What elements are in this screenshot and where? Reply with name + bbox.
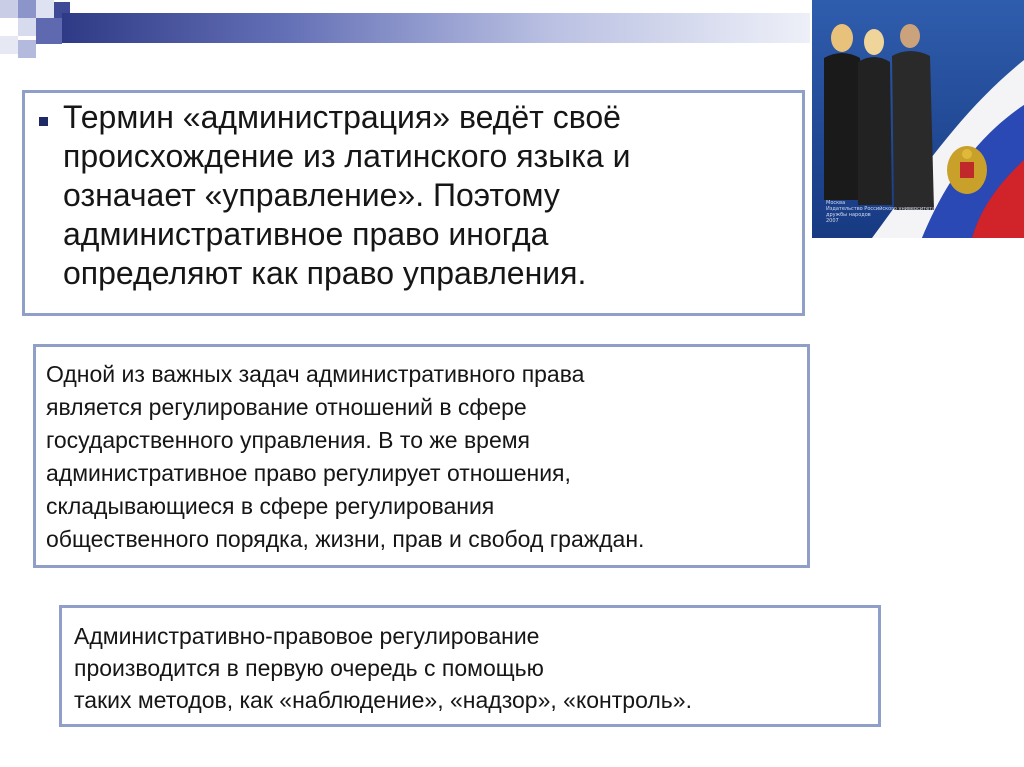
square-bullet-icon <box>39 117 48 126</box>
methods-box <box>59 605 881 727</box>
tasks-box <box>33 344 810 568</box>
people-with-russian-flag-image <box>812 0 1024 238</box>
bullet-item <box>39 98 788 293</box>
tasks-text: Одной из важных задач административного права является регулирование отношений в сфере государственного управления. В то же время административное право регулирует отношения, складывающиеся в сфере регулирования общественного порядка, жизни, прав и свобод граждан. <box>46 361 645 552</box>
definition-text: Термин «администрация» ведёт своё происхождение из латинского языка и означает «управление». Поэтому административное право иногда определяют как право управления. <box>63 99 631 291</box>
header-gradient-bar <box>62 13 810 43</box>
photo-caption: Москва Издательство Российского университета дружбы народов 2007 <box>826 200 936 224</box>
definition-box <box>22 90 805 316</box>
methods-text: Административно-правовое регулирование производится в первую очередь с помощью таких методов, как «наблюдение», «надзор», «контроль». <box>74 623 692 713</box>
